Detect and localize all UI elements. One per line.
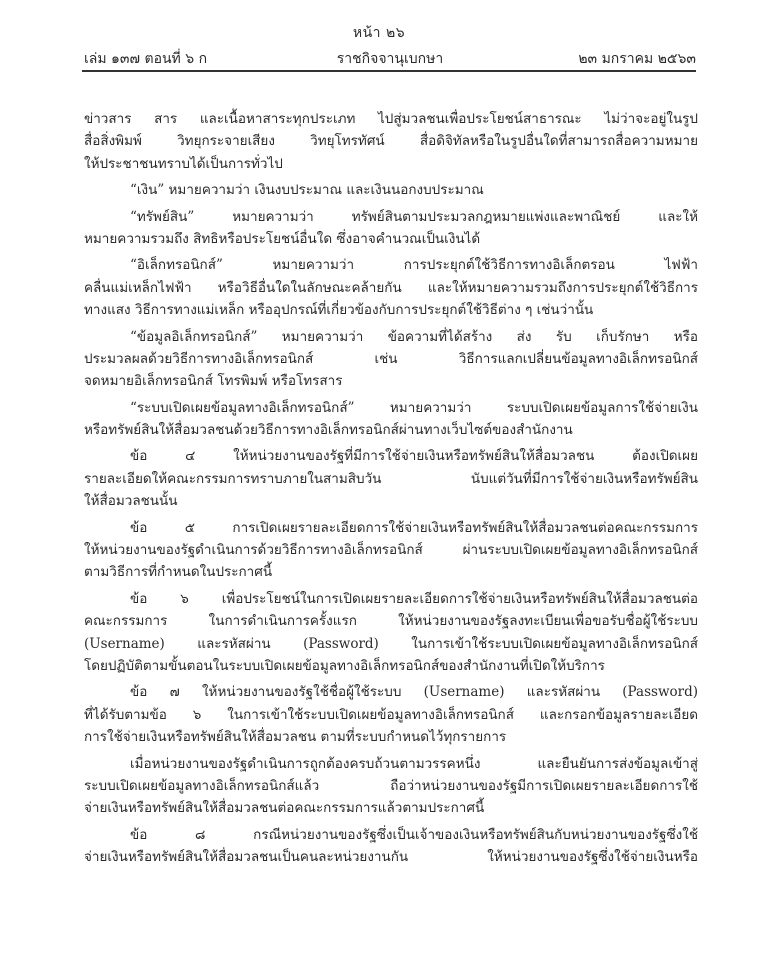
- paragraph: [84, 517, 698, 584]
- text-line: ประมวลผลด้วยวิธีการทางอิเล็กทรอนิกส์ เช่น วิธีการแลกเปลี่ยนข้อมูลทางอิเล็กทรอนิกส์: [84, 350, 698, 367]
- paragraph: [84, 254, 698, 321]
- text-line: คณะกรรมการ ในการดำเนินการครั้งแรก ให้หน่วยงานของรัฐลงทะเบียนเพื่อขอรับชื่อผู้ใช้ระบบ: [84, 613, 698, 630]
- text-line: หมายความรวมถึง สิทธิหรือประโยชน์อื่นใด ซึ่งอาจคำนวณเป็นเงินได้: [84, 230, 481, 247]
- text-line: ข้อ ๗ ให้หน่วยงานของรัฐใช้ชื่อผู้ใช้ระบบ (Username) และรหัสผ่าน (Password): [130, 684, 698, 701]
- paragraph: [84, 681, 698, 748]
- text-line: “ข้อมูลอิเล็กทรอนิกส์” หมายความว่า ข้อความที่ได้สร้าง ส่ง รับ เก็บรักษา หรือ: [130, 328, 698, 345]
- text-line: ให้สื่อมวลชนนั้น: [84, 493, 178, 510]
- paragraph: [84, 206, 698, 251]
- text-line: ตามวิธีการที่กำหนดในประกาศนี้: [84, 564, 273, 581]
- paragraph: [84, 753, 698, 820]
- text-line: ให้หน่วยงานของรัฐดำเนินการด้วยวิธีการทางอิเล็กทรอนิกส์ ผ่านระบบเปิดเผยข้อมูลทางอิเล็กทรอนิกส์: [84, 542, 698, 559]
- text-line: “ระบบเปิดเผยข้อมูลทางอิเล็กทรอนิกส์” หมายความว่า ระบบเปิดเผยข้อมูลการใช้จ่ายเงิน: [130, 399, 698, 416]
- text-line: ให้ประชาชนทราบได้เป็นการทั่วไป: [84, 155, 283, 172]
- text-line: คลื่นแม่เหล็กไฟฟ้า หรือวิธีอื่นใดในลักษณะคล้ายกัน และให้หมายความรวมถึงการประยุกต์ใช้วิธีการ: [84, 279, 698, 296]
- text-line: หรือทรัพย์สินให้สื่อมวลชนด้วยวิธีการทางอิเล็กทรอนิกส์ผ่านทางเว็บไซต์ของสำนักงาน: [84, 422, 573, 439]
- text-line: ข้อ ๔ ให้หน่วยงานของรัฐที่มีการใช้จ่ายเงินหรือทรัพย์สินให้สื่อมวลชน ต้องเปิดเผย: [130, 448, 698, 465]
- text-line: ทางแสง วิธีการทางแม่เหล็ก หรืออุปกรณ์ที่เกี่ยวข้องกับการประยุกต์ใช้วิธีต่าง ๆ เช่นว่านั้น: [84, 302, 594, 319]
- text-line: “ทรัพย์สิน” หมายความว่า ทรัพย์สินตามประมวลกฎหมายแพ่งและพาณิชย์ และให้: [130, 208, 698, 225]
- text-line: ข้อ ๕ การเปิดเผยรายละเอียดการใช้จ่ายเงินหรือทรัพย์สินให้สื่อมวลชนต่อคณะกรรมการ: [130, 519, 698, 536]
- text-line: รายละเอียดให้คณะกรรมการทราบภายในสามสิบวัน นับแต่วันที่มีการใช้จ่ายเงินหรือทรัพย์สิน: [84, 470, 698, 487]
- text-line: การใช้จ่ายเงินหรือทรัพย์สินให้สื่อมวลชน ตามที่ระบบกำหนดไว้ทุกรายการ: [84, 729, 507, 746]
- paragraph: [84, 326, 698, 393]
- volume-issue: เล่ม ๑๓๗ ตอนที่ ๖ ก: [84, 51, 208, 67]
- text-line: ข้อ ๘ กรณีหน่วยงานของรัฐซึ่งเป็นเจ้าของเงินหรือทรัพย์สินกับหน่วยงานของรัฐซึ่งใช้: [130, 826, 698, 843]
- publication-date: ๒๓ มกราคม ๒๕๖๓: [578, 51, 696, 67]
- paragraph: [84, 824, 698, 869]
- text-line: สื่อสิ่งพิมพ์ วิทยุกระจายเสียง วิทยุโทรทัศน์ สื่อดิจิทัลหรือในรูปอื่นใดที่สามารถสื่อความหมาย: [84, 133, 698, 150]
- paragraph: [84, 445, 698, 512]
- paragraph: [84, 108, 698, 175]
- text-line: โดยปฏิบัติตามขั้นตอนในระบบเปิดเผยข้อมูลทางอิเล็กทรอนิกส์ของสำนักงานที่เปิดให้บริการ: [84, 657, 605, 674]
- paragraph: [84, 179, 698, 201]
- text-line: ระบบเปิดเผยข้อมูลทางอิเล็กทรอนิกส์แล้ว ถือว่าหน่วยงานของรัฐมีการเปิดเผยรายละเอียดการใช้: [84, 777, 698, 794]
- text-line: จ่ายเงินหรือทรัพย์สินให้สื่อมวลชนต่อคณะกรรมการแล้วตามประกาศนี้: [84, 800, 485, 817]
- text-line: เมื่อหน่วยงานของรัฐดำเนินการถูกต้องครบถ้วนตามวรรคหนึ่ง และยืนยันการส่งข้อมูลเข้าสู่: [130, 755, 698, 772]
- publication-name: ราชกิจจานุเบกษา: [336, 51, 444, 67]
- paragraph: [84, 588, 698, 678]
- text-line: ข่าวสาร สาร และเนื้อหาสาระทุกประเภท ไปสู่มวลชนเพื่อประโยชน์สาธารณะ ไม่ว่าจะอยู่ในรูป: [84, 111, 698, 127]
- page-number: หน้า ๒๖: [352, 25, 406, 41]
- text-line: ข้อ ๖ เพื่อประโยชน์ในการเปิดเผยรายละเอียดการใช้จ่ายเงินหรือทรัพย์สินให้สื่อมวลชนต่อ: [130, 590, 698, 607]
- text-line: ที่ได้รับตามข้อ ๖ ในการเข้าใช้ระบบเปิดเผยข้อมูลทางอิเล็กทรอนิกส์ และกรอกข้อมูลรายละเอียด: [84, 706, 698, 723]
- text-line: “เงิน” หมายความว่า เงินงบประมาณ และเงินนอกงบประมาณ: [130, 182, 484, 199]
- running-header: [84, 44, 696, 70]
- text-line: จ่ายเงินหรือทรัพย์สินให้สื่อมวลชนเป็นคนละหน่วยงานกัน ให้หน่วยงานของรัฐซึ่งใช้จ่ายเงินหรือ: [84, 849, 698, 866]
- text-line: “อิเล็กทรอนิกส์” หมายความว่า การประยุกต์ใช้วิธีการทางอิเล็กตรอน ไฟฟ้า: [130, 257, 698, 274]
- paragraph: [84, 397, 698, 442]
- document-body: [84, 108, 698, 869]
- text-line: จดหมายอิเล็กทรอนิกส์ โทรพิมพ์ หรือโทรสาร: [84, 373, 343, 390]
- text-line: (Username) และรหัสผ่าน (Password) ในการเข้าใช้ระบบเปิดเผยข้อมูลทางอิเล็กทรอนิกส์: [84, 635, 698, 652]
- header-divider: [82, 70, 696, 72]
